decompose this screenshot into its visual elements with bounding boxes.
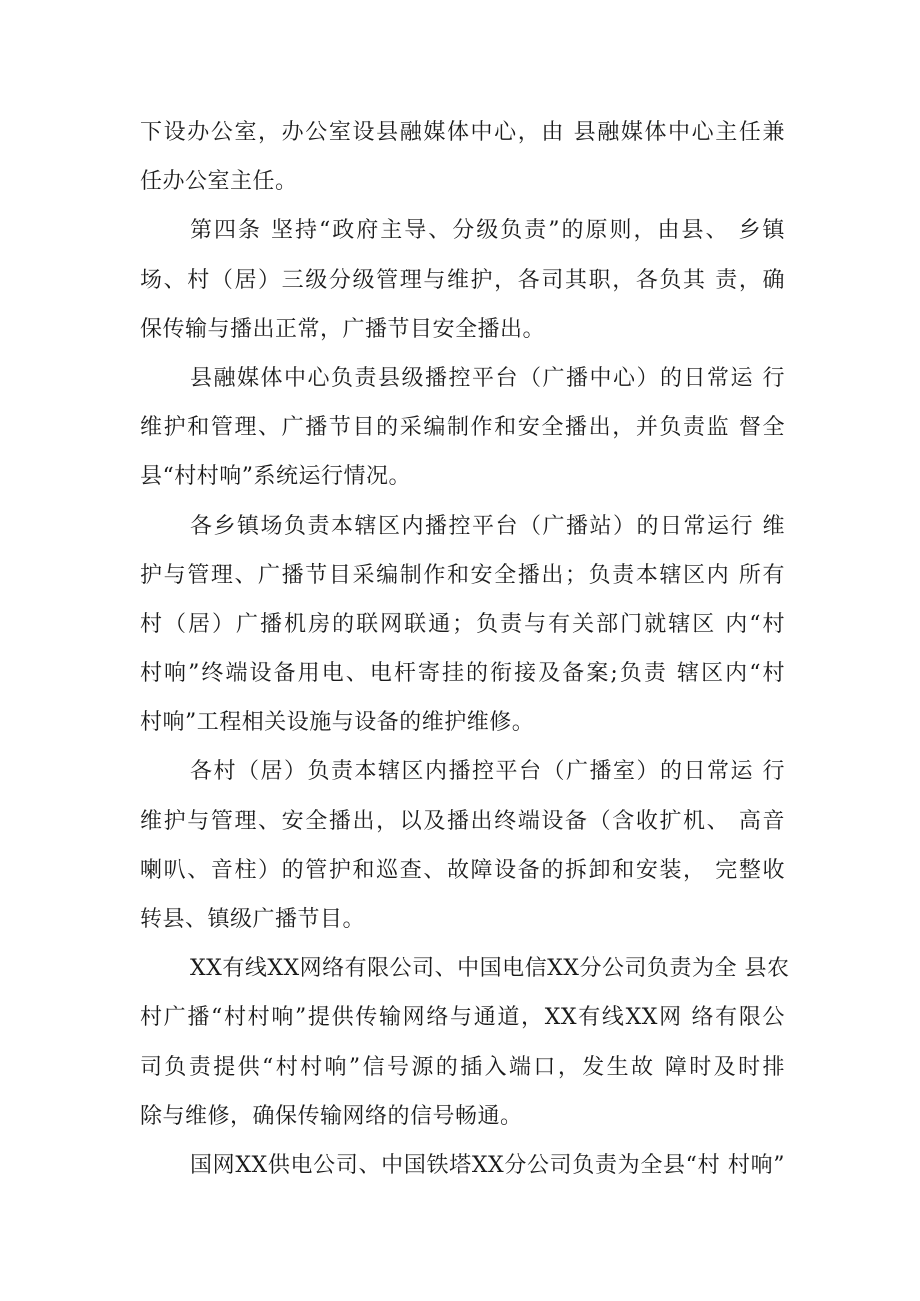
text-line: 村响”工程相关设施与设备的维护维修。 — [140, 710, 535, 736]
text-line: 喇叭、音柱）的管护和巡查、故障设备的拆卸和安装， 完整收 — [140, 857, 785, 883]
text-line: 村广播“村村响”提供传输网络与通道，XX有线XX网 络有限公 — [140, 1005, 785, 1031]
paragraph-p6 — [140, 944, 790, 1141]
paragraph-p4 — [140, 502, 785, 748]
text-line: 国网XX供电公司、中国铁塔XX分公司负责为全县“村 村响” — [190, 1152, 785, 1178]
document-body — [140, 108, 790, 1190]
text-line: 司负责提供“村村响”信号源的插入端口，发生故 障时及时排 — [140, 1054, 785, 1080]
text-line: 护与管理、广播节目采编制作和安全播出；负责本辖区内 所有 — [140, 562, 785, 588]
paragraph-p5 — [140, 747, 785, 944]
text-line: 转县、镇级广播节目。 — [140, 907, 366, 932]
text-line: 村响”终端设备用电、电杆寄挂的衔接及备案;负责 辖区内“村 — [140, 661, 785, 687]
paragraph-p7 — [140, 1141, 785, 1190]
text-line: 各乡镇场负责本辖区内播控平台（广播站）的日常运行 维 — [190, 513, 785, 539]
text-line: 保传输与播出正常，广播节目安全播出。 — [140, 316, 546, 342]
text-line: 任办公室主任。 — [140, 169, 298, 195]
text-line: 维护和管理、广播节目的采编制作和安全播出，并负责监 督全 — [140, 415, 785, 441]
text-line: 第四条 坚持“政府主导、分级负责”的原则，由县、 乡镇 — [190, 218, 785, 244]
paragraph-p1 — [140, 108, 785, 206]
paragraph-p2 — [140, 206, 785, 354]
text-line: 除与维修，确保传输网络的信号畅通。 — [140, 1103, 523, 1129]
text-line: XX有线XX网络有限公司、中国电信XX分公司负责为全 县农 — [190, 956, 790, 982]
text-line: 县“村村响”系统运行情况。 — [140, 464, 411, 490]
text-line: 县融媒体中心负责县级播控平台（广播中心）的日常运 行 — [190, 365, 785, 391]
text-line: 各村（居）负责本辖区内播控平台（广播室）的日常运 行 — [190, 759, 785, 785]
paragraph-p3 — [140, 354, 785, 502]
text-line: 场、村（居）三级分级管理与维护，各司其职，各负其 责，确 — [140, 267, 785, 293]
text-line: 下设办公室，办公室设县融媒体中心，由 县融媒体中心主任兼 — [140, 120, 785, 145]
text-line: 维护与管理、安全播出，以及播出终端设备（含收扩机、 高音 — [140, 808, 785, 834]
text-line: 村（居）广播机房的联网联通；负责与有关部门就辖区 内“村 — [140, 611, 785, 637]
